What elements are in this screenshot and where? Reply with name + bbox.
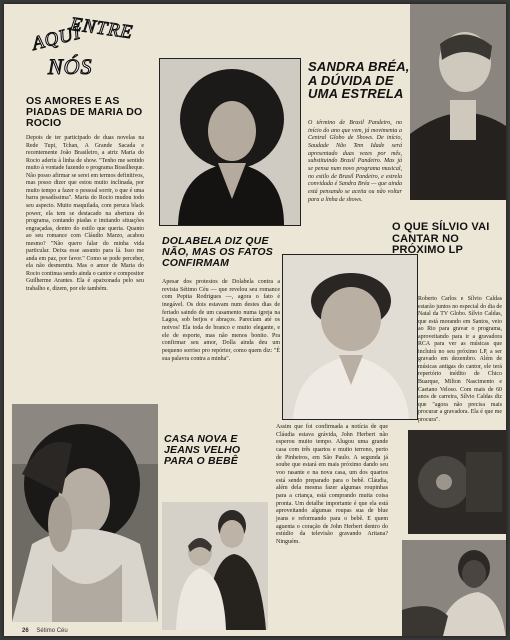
photo-silvio-singing: [402, 540, 506, 636]
article-silvio: [392, 222, 500, 267]
photo-maria-do-rocio: [12, 404, 158, 622]
body-sandra: O término de Brasil Pandeiro, no início do ano que vem, já movimenta a Central Globo de Shows. De início, Saudade Não Tem Idade será apresentado duas vezes por mês, substituindo Brasil Pandeiro. Mas já se pensa num novo programa musical, no estilo de Brasil Pandeiro, e estrela convidada é Sandra Bréa — que ainda está pensando se aceita ou não voltar para a linha de shows.: [308, 120, 402, 203]
photo-records: [408, 430, 506, 534]
headline-maria: OS AMORES E AS PIADAS DE MARIA DO ROCIO: [26, 95, 143, 130]
article-dolabela: [162, 236, 280, 363]
body-dolabela: Apesar dos protestos de Dolabela contra a revista Sétimo Céu — que revelou seu romance com Pepita Rodrigues —, agora o fato é inegável. Os dois estavam num destes dias de feriado saindo de um casamento numa igreja na Lagoa, sob beijos e abraços. Parecíam até os noivos! Ela toda de branco e muito elegante, e ele de esporte, mas não menos bonito. Pra confirmar seu amor, Dolla ainda deu um pequeno sorriso pro repórter, como quem diz: "É sua palavra contra a minha".: [162, 279, 280, 362]
magazine-name: Sétimo Céu: [36, 628, 68, 634]
article-sandra-body-wrap: [308, 120, 402, 204]
section-masthead: [30, 13, 135, 92]
photo-claudia-john-herbert: [162, 502, 268, 630]
masthead-word-2: ENTRE: [68, 13, 135, 44]
body-casa: Assim que foi confirmada a notícia de que Cláudia estava grávida, John Herbert não esperou muito tempo. Alugou uma grande casa com três quartos e muito terreno, perto de Pinheiros, em São Paulo. A segunda já soube que estará em mais próximo dando seu voo rasante e na nova casa, um dos quartos está sendo preparado para o bebê. Cláudia, além dela mesma fazer algumas roupinhas para a criança, está comprando muita coisa pronta. Um detalhe importante é que ela está aproveitando algumas roupas sua de blue jeans e reformando para o bebê. E quem aguenta o coração de John Herbert dentro do estúdio da televisão gravando Aritana? Ninguém.: [276, 424, 388, 546]
photo-silvio-caldas: [410, 4, 506, 200]
page-footer: [22, 628, 68, 634]
headline-casa: CASA NOVA E JEANS VELHO PARA O BEBÊ: [164, 433, 241, 468]
masthead-word-3: NÓS: [48, 54, 93, 79]
page-number: 26: [22, 628, 29, 634]
photo-sandra-brea: [159, 58, 301, 226]
headline-dolabela: DOLABELA DIZ QUE NÃO, MAS OS FATOS CONFIRMAM: [162, 235, 273, 270]
article-maria: [26, 96, 144, 294]
masthead-word-1: AQUI: [30, 22, 84, 55]
headline-silvio: O QUE SÍLVIO VAI CANTAR NO PRÓXIMO LP: [392, 221, 490, 257]
magazine-page: [4, 4, 506, 636]
headline-sandra: SANDRA BRÉA, A DÚVIDA DE UMA ESTRELA: [308, 59, 410, 102]
article-silvio-body-wrap: [418, 296, 502, 424]
photo-dolabela: [282, 254, 418, 420]
article-casa: [164, 434, 270, 467]
body-silvio: Roberto Carlos e Sílvio Caldas estarão juntos no especial do dia de Natal da TV Globo. Sílvio Caldas, que está morando em Santos, veio ao Rio para gravar o programa, aproveitando para ir a gravadora RCA para ver as músicas que incluirá no seu próximo LP, a ser gravado em dezembro. Além de músicas antigas do cantor, ele terá repertório inédito de Chico Buarque, Milton Nascimento e Caetano Veloso. Com mais de 60 anos de carreira, Sílvio Caldas diz que "agora não precisa mais procurar a gravadora. Ela é que me procura".: [418, 296, 502, 423]
article-casa-body-wrap: [276, 424, 388, 547]
body-maria: Depois de ter participado de duas novelas na Rede Tupi, Tchan, A Grande Sacada e recentemente João Brasileiro, a atriz Maria do Rocio aderiu à linha de show. "Tenho me sentido muito à vontade fazendo o programa Brasilheque. Não posso afirmar se serei em termos definitivos, mas posso dizer que estou muito inclinada, por muito tempo a fazer o pessoal sorrir, o que é uma barra pesadíssima". Maria do Rocio mudou todo seu aspecto. Muito maquilada, com peruca black power, ela tem se destacado na abertura do programa, contando piadas e imitando situações engraçadas, dentro do estilo que queria. Quanto ao seu romance com Cláudio Marzo, acabou mesmo? "Não quero falar do minha vida particular. Deixa esse assunto para lá. Isso me anda em paz, por favor." Como se pode perceber, ela não desmentiu. Mas o amor de Maria do Rocio continua sendo ainda o cantor e compositor Guilherme Arantes. Ela é apaixonada pelo seu trabalho e, dizem, por ele também.: [26, 135, 144, 292]
